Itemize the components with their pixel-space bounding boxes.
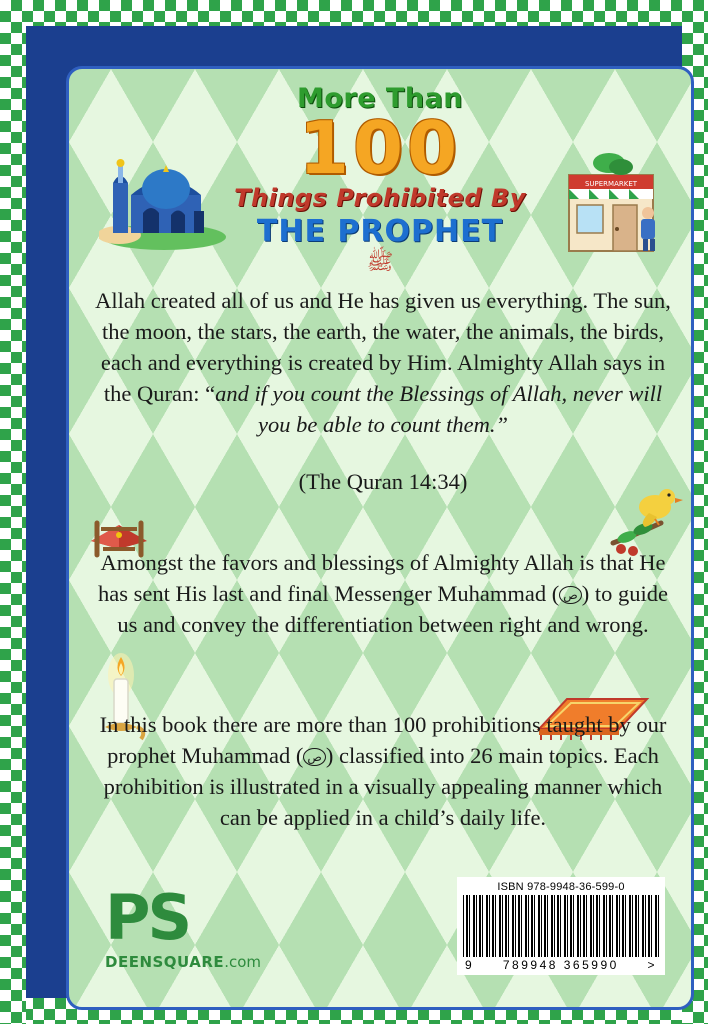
navy-frame xyxy=(26,26,682,998)
paragraph-book-description-text-a: In this book there are more than 100 prohibitions taught by our prophet Muhammad ( xyxy=(99,712,667,768)
barcode-bars xyxy=(463,895,659,957)
decorative-border-left xyxy=(0,0,26,1024)
paragraph-messenger-text-b: ) to guide us and convey the differentiation between right and wrong. xyxy=(117,581,668,637)
paragraph-blessings xyxy=(95,285,671,440)
barcode xyxy=(457,877,665,975)
barcode-digit-main: 789948 365990 xyxy=(502,958,619,972)
paragraph-book-description-text-b: ) classified into 26 main topics. Each prohibition is illustrated in a visually appealing manner which can be applied in a child’s daily life. xyxy=(103,743,663,830)
title-things-prohibited-by: Things Prohibited By xyxy=(234,184,526,212)
publisher-name-suffix: .com xyxy=(224,953,261,971)
decorative-border-top xyxy=(0,0,708,26)
paragraph-messenger xyxy=(95,547,671,640)
publisher-name-bold: DEENSQUARE xyxy=(105,953,225,971)
quran-quote: and if you count the Blessings of Allah, never will you be able to count them.” xyxy=(215,381,663,437)
svg-text:SUPERMARKET: SUPERMARKET xyxy=(584,180,638,188)
paragraph-book-description xyxy=(95,709,671,833)
paragraph-messenger-text-a: Amongst the favors and blessings of Almighty Allah is that He has sent His last and final Messenger Muhammad ( xyxy=(98,550,666,606)
pbuh-symbol-icon: ص xyxy=(559,586,582,604)
barcode-digit-right: > xyxy=(647,958,657,972)
pbuh-symbol-icon-2: ص xyxy=(303,748,326,766)
mosque-illustration xyxy=(99,147,229,257)
paragraph-blessings-text: Allah created all of us and He has given us everything. The sun, the moon, the stars, the earth, the water, the animals, the birds, each and everything is created by Him. Almighty Allah says in the Quran: “ xyxy=(95,288,671,406)
barcode-digit-left: 9 xyxy=(465,958,475,972)
quran-reference: (The Quran 14:34) xyxy=(298,469,468,494)
barcode-digits xyxy=(463,958,659,972)
title-the-prophet: THE PROPHET xyxy=(256,214,504,249)
shop-illustration xyxy=(551,147,671,270)
publisher-logo xyxy=(105,881,275,971)
cover-page xyxy=(66,66,694,1010)
publisher-logo-mark: PS xyxy=(105,881,190,954)
publisher-name xyxy=(105,953,275,971)
title-more-than: More Than xyxy=(296,83,464,114)
salawat-calligraphy-icon: ﷺ xyxy=(366,249,394,274)
title-number-100: 100 xyxy=(298,106,462,190)
isbn-text: ISBN 978-9948-36-599-0 xyxy=(497,881,625,893)
